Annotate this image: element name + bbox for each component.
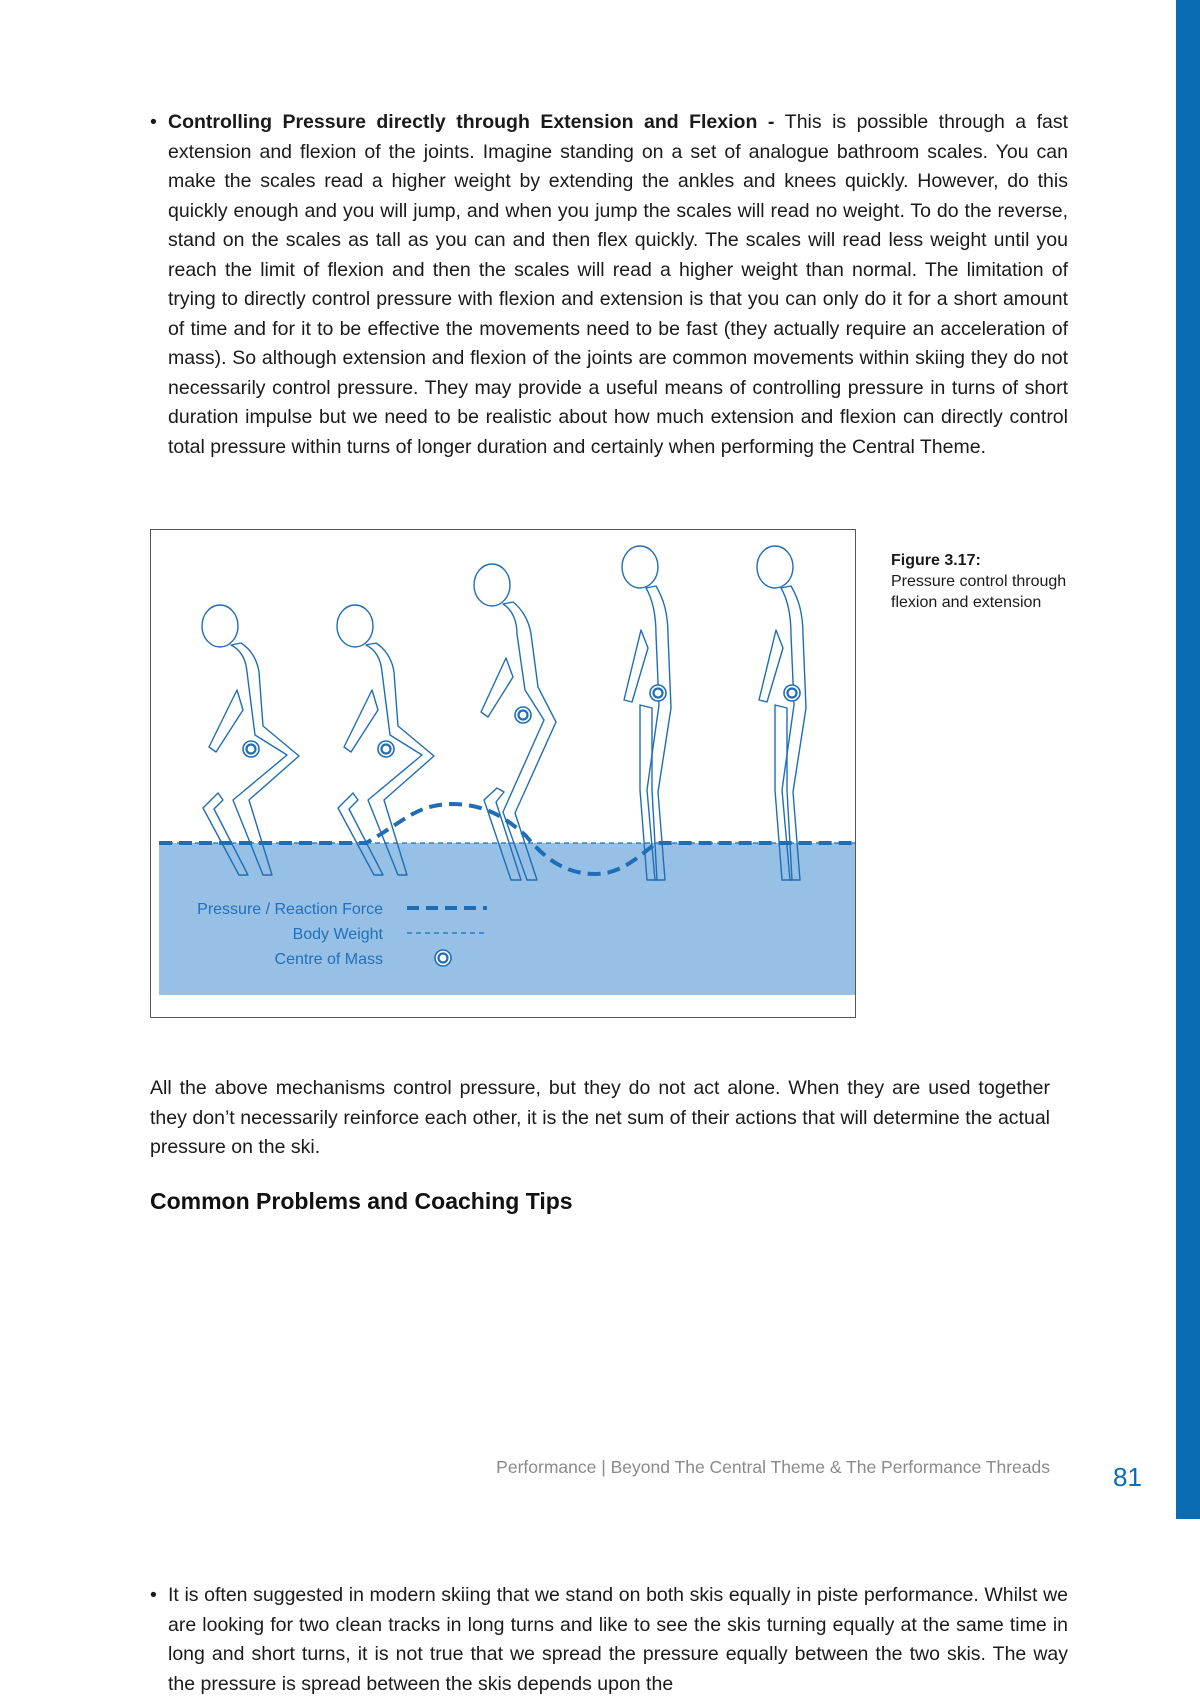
bullet-mark: • xyxy=(150,111,157,133)
page-number: 81 xyxy=(1113,1462,1142,1492)
summary-paragraph: All the above mechanisms control pressure, but they do not act alone. When they are used together they don’t necessarily reinforce each other, it is the net sum of their actions that will determine the actual pressure on the ski. xyxy=(150,1077,1050,1158)
bullet-mark: • xyxy=(150,1584,157,1606)
skier-figure-4 xyxy=(622,546,671,880)
figure-caption-text: Pressure control through flexion and extension xyxy=(891,573,1067,611)
centre-of-mass-markers xyxy=(243,685,800,757)
legend-body-weight-label: Body Weight xyxy=(292,926,383,943)
figure-illustration xyxy=(151,530,855,1017)
skier-figure-3 xyxy=(474,564,556,880)
skier-figure-1 xyxy=(202,605,299,875)
footer-running-title: Performance | Beyond The Central Theme & The Performance Threads xyxy=(496,1457,1050,1477)
figure-pressure-control xyxy=(150,529,856,1018)
intro-bullet-title: Controlling Pressure directly through Extension and Flexion - xyxy=(168,111,785,133)
intro-bullet xyxy=(150,108,1068,462)
skier-figure-5 xyxy=(757,546,806,880)
ground-area xyxy=(159,843,855,995)
section-heading: Common Problems and Coaching Tips xyxy=(150,1188,573,1214)
figure-caption xyxy=(891,550,1071,613)
skier-figure-2 xyxy=(337,605,434,875)
legend-pressure-label: Pressure / Reaction Force xyxy=(197,901,383,918)
tips-bullet xyxy=(150,1581,1068,1699)
page-edge-bar xyxy=(1176,0,1200,1519)
tips-bullet-text: It is often suggested in modern skiing that we stand on both skis equally in piste performance. Whilst we are looking for two clean tracks in long turns and like to see the skis turning equally at the same time in long and short turns, it is not true that we spread the pressure equally between the two skis. The way the pressure is spread between the skis depends upon the xyxy=(168,1584,1068,1695)
figure-caption-title: Figure 3.17: xyxy=(891,552,981,569)
legend-centre-of-mass-label: Centre of Mass xyxy=(274,951,383,968)
intro-bullet-text: This is possible through a fast extension and flexion of the joints. Imagine standing on a set of analogue bathroom scales. You can make the scales read a higher weight by extending the ankles and knees quickly. However, do this quickly enough and you will jump, and when you jump the scales will read no weight. To do the reverse, stand on the scales as tall as you can and then flex quickly. The scales will read less weight until you reach the limit of flexion and then the scales will read a higher weight than normal. The limitation of trying to directly control pressure with flexion and extension is that you can only do it for a short amount of time and for it to be effective the movements need to be fast (they actually require an acceleration of mass). So although extension and flexion of the joints are common movements within skiing they do not necessarily control pressure. They may provide a useful means of controlling pressure in turns of short duration impulse but we need to be realistic about how much extension and flexion can directly control total pressure within turns of longer duration and certainly when performing the Central Theme. xyxy=(168,111,1069,458)
